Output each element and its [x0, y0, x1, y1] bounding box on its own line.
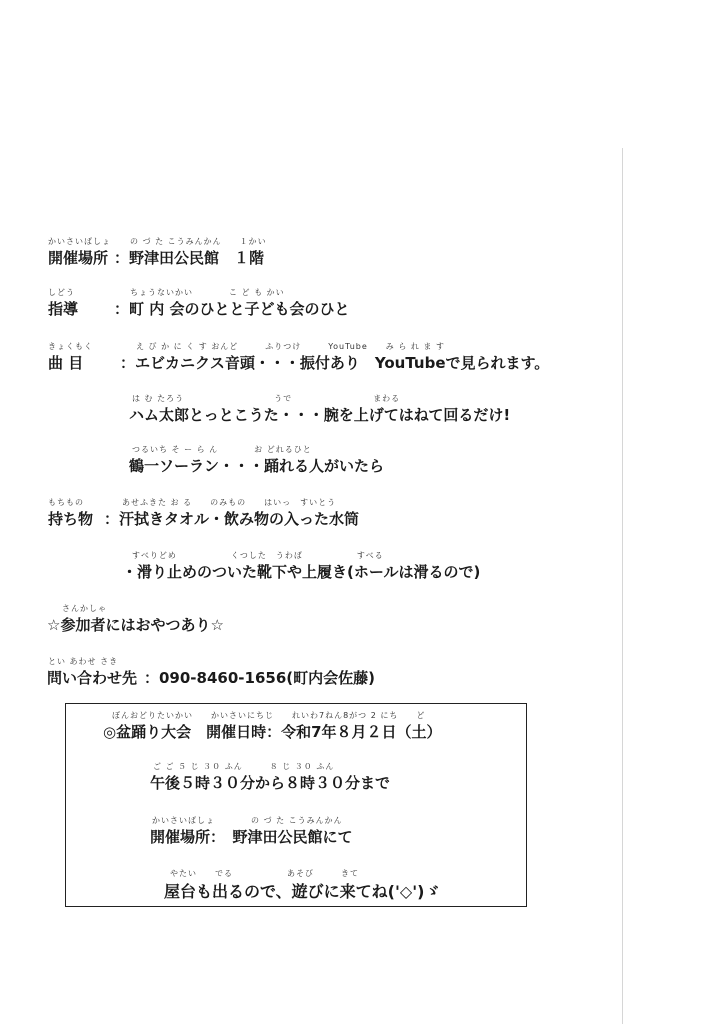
belongings-label-ruby: もちもの [48, 498, 84, 507]
event-note: 屋台も出るので、遊びに来てね('◇')ゞ [164, 882, 441, 901]
venue-value-ruby: の づ た こうみんかん １かい [130, 237, 267, 246]
belongings-row-2 [0, 550, 724, 586]
event-title-row [0, 710, 724, 746]
songs-label-ruby: きょくもく [48, 342, 93, 351]
instructor-value-ruby: ちょうないかい こ ど も かい [130, 288, 285, 297]
venue-label-ruby: かいさいばしょ [48, 237, 111, 246]
event-title: ◎盆踊り大会 開催日時：令和7年８月２日（土） [103, 723, 442, 741]
belongings-2-text: ・滑り止めのついた靴下や上履き(ホールは滑るので) [122, 563, 481, 581]
event-time-ruby: ご ご ５ じ ３０ ふん ８ じ ３０ ふん [153, 762, 335, 771]
songs-row-3 [0, 444, 724, 480]
song-1-ruby: え び か に く す おんど ふりつけ YouTube み ら れ ま す [136, 342, 445, 351]
event-time-row [0, 761, 724, 797]
songs-row-1 [0, 341, 724, 377]
venue-row [0, 236, 724, 272]
instructor-row [0, 287, 724, 323]
song-3-text: 鶴一ソーラン・・・踊れる人がいたら [129, 457, 385, 475]
belongings-1-text: ：汗拭きタオル・飲み物の入った水筒 [104, 510, 360, 528]
snacks-ruby: さんかしゃ [62, 604, 107, 613]
instructor-value: ：町 内 会のひとと子ども会のひと [114, 300, 350, 318]
event-venue: 開催場所： 野津田公民館にて [150, 828, 353, 846]
instructor-label: 指導 [48, 300, 79, 318]
contact-label: 問い合わせ先 [47, 669, 138, 687]
event-venue-ruby: かいさいばしょ の づ た こうみんかん [152, 816, 343, 825]
instructor-label-ruby: しどう [48, 288, 75, 297]
contact-row [0, 656, 724, 692]
song-1-text: ：エビカニクス音頭・・・振付あり YouTubeで見られます。 [120, 354, 550, 372]
contact-value: ：090-8460-1656(町内会佐藤) [144, 669, 375, 687]
belongings-1-ruby: あせふきた お る のみもの はいっ すいとう [122, 498, 337, 507]
event-time: 午後５時３０分から８時３０分まで [150, 774, 391, 792]
song-2-text: ハム太郎とっとこうた・・・腕を上げてはねて回るだけ! [129, 406, 511, 424]
venue-label: 開催場所 [48, 249, 109, 267]
belongings-row-1 [0, 497, 724, 533]
belongings-2-ruby: すべりどめ くつした うわば すべる [132, 551, 384, 560]
contact-label-ruby: とい あわせ さき [48, 657, 119, 666]
event-venue-row [0, 815, 724, 851]
event-title-ruby: ぼんおどりたいかい かいさいにちじ れいわ7ねん8がつ 2 にち ど [112, 711, 426, 720]
venue-value: ：野津田公民館 １階 [114, 249, 265, 267]
songs-label: 曲 目 [48, 354, 84, 372]
belongings-label: 持ち物 [48, 510, 94, 528]
song-2-ruby: は む たろう うで まわる [132, 394, 401, 403]
event-note-ruby: やたい でる あそび きて [170, 869, 359, 878]
song-3-ruby: つるいち そ ー ら ん お どれるひと [132, 445, 312, 454]
event-note-row [0, 868, 724, 904]
snacks-row [0, 603, 724, 639]
snacks-text: ☆参加者にはおやつあり☆ [47, 616, 224, 634]
songs-row-2 [0, 393, 724, 429]
